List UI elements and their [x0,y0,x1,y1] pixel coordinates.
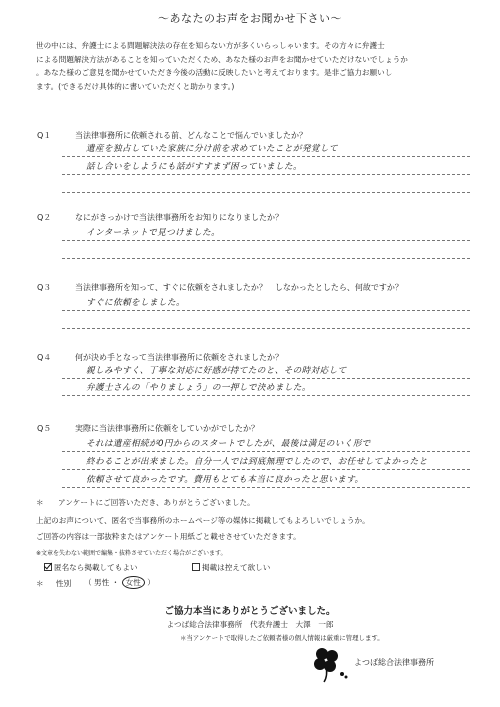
option-decline-label: 掲載は控えて欲しい [202,563,271,572]
answer-line [62,395,470,396]
question-text: 何が決め手となって当法律事務所に依頼をされましたか？ [75,353,283,362]
office-signature: よつば総合法律事務所 代表弁護士 大澤 一郎 [166,620,334,629]
question-label: Q１ [37,131,52,140]
handwritten-answer: 終わることが出来ました。自分一人では到底無理でしたので、お任せしてよかったと [86,457,428,467]
asterisk-mark: ＊ [36,498,44,507]
answer-line [62,258,470,259]
intro-line: による問題解決方法があることを知っていただくため、あなた様のお声をお聞かせていただけないでしょうか [36,54,408,64]
handwritten-answer: 話し合いをしようにも話がすすまず困っていました。 [86,162,302,172]
question-text: 当法律事務所に依頼される前、どんなことで悩んでいましたか？ [75,131,307,140]
checkbox-checked[interactable] [44,563,52,571]
question-text: 当法律事務所を知って、すぐに依頼をされましたか？ しなかったとしたら、何故ですか？ [75,283,403,292]
publish-note: ご回答の内容は一部抜粋またはアンケート用紙ごと載せさせていただきます。 [36,532,301,541]
gender-paren-open: （ [84,578,92,587]
clover-logo-icon [306,644,350,684]
privacy-note: ＊当アンケートで取得したご依頼者様の個人情報は厳重に管理します。 [180,634,384,642]
page-title: ～あなたのお声をお聞かせ下さい～ [158,12,342,25]
handwritten-answer: すぐに依頼をしました。 [86,298,185,308]
gender-male[interactable]: 男性 [94,578,110,587]
question-text: なにがきっかけで当法律事務所をお知りになりましたか？ [75,213,283,222]
answer-line [62,174,470,175]
answer-line [62,240,470,241]
answer-line [62,378,470,379]
handwritten-answer: 親しみやすく、丁寧な対応に好感が持てたのと、その時対応して [86,366,347,376]
gender-separator: ・ [111,578,120,587]
asterisk-mark: ＊ [36,579,44,588]
option-anonymous-label: 匿名なら掲載してもよい [54,563,138,572]
publish-question: 上記のお声について、匿名で当事務所のホームページ等の媒体に掲載してもよろしいでしょうか。 [36,516,370,525]
option-decline[interactable] [192,562,270,573]
question-text: 実際に当法律事務所に依頼をしていかがでしたか？ [75,424,259,433]
handwritten-answer: インターネットで見つけました。 [86,228,221,238]
answer-line [62,192,470,193]
answer-line [62,451,470,452]
question-label: Q２ [37,213,52,222]
gender-options [84,576,155,589]
thanks-line: アンケートにご回答いただき、ありがとうございました。 [58,498,255,507]
intro-text [36,39,470,93]
logo-text: よつば総合法律事務所 [354,658,434,667]
answer-line [62,328,470,329]
answer-line [62,156,470,157]
gender-female-circled[interactable]: 女性 [122,576,145,589]
answer-line [62,487,470,488]
intro-line: 世の中には、弁護士による問題解決法の存在を知らない方が多くいらっしゃいます。その方々に弁護士 [36,41,385,50]
handwritten-answer: 弁護士さんの「やりましょう」の一押しで決めました。 [86,383,311,393]
question-label: Q３ [37,283,52,292]
question-label: Q４ [37,353,52,362]
intro-line: ます。(できるだけ具体的に書いていただくと助かります。) [36,81,235,91]
edit-note: ※文章を失わない範囲で編集・抜粋させていただく場合がございます。 [36,550,227,557]
handwritten-answer: それは遺産相続が0円からのスタートでしたが、最後は満足のいく形で [86,439,371,449]
answer-line [62,469,470,470]
gender-label: 性別 [56,579,72,588]
handwritten-answer: 依頼させて良かったです。費用もとても本当に良かったと思います。 [86,475,364,485]
handwritten-answer: 遺産を独占していた家族に分け前を求めていたことが発覚して [86,144,338,154]
checkbox-unchecked[interactable] [192,563,200,571]
answer-line [62,310,470,311]
closing-thanks: ご協力本当にありがとうございました。 [164,606,336,617]
question-label: Q５ [37,424,52,433]
gender-paren-close: ） [147,578,155,587]
intro-line: 。あなた様のご意見を聞かせていただき今後の活動に反映したいと考えております。是非ご協力お願いし [36,68,393,77]
option-anonymous[interactable] [44,562,138,573]
